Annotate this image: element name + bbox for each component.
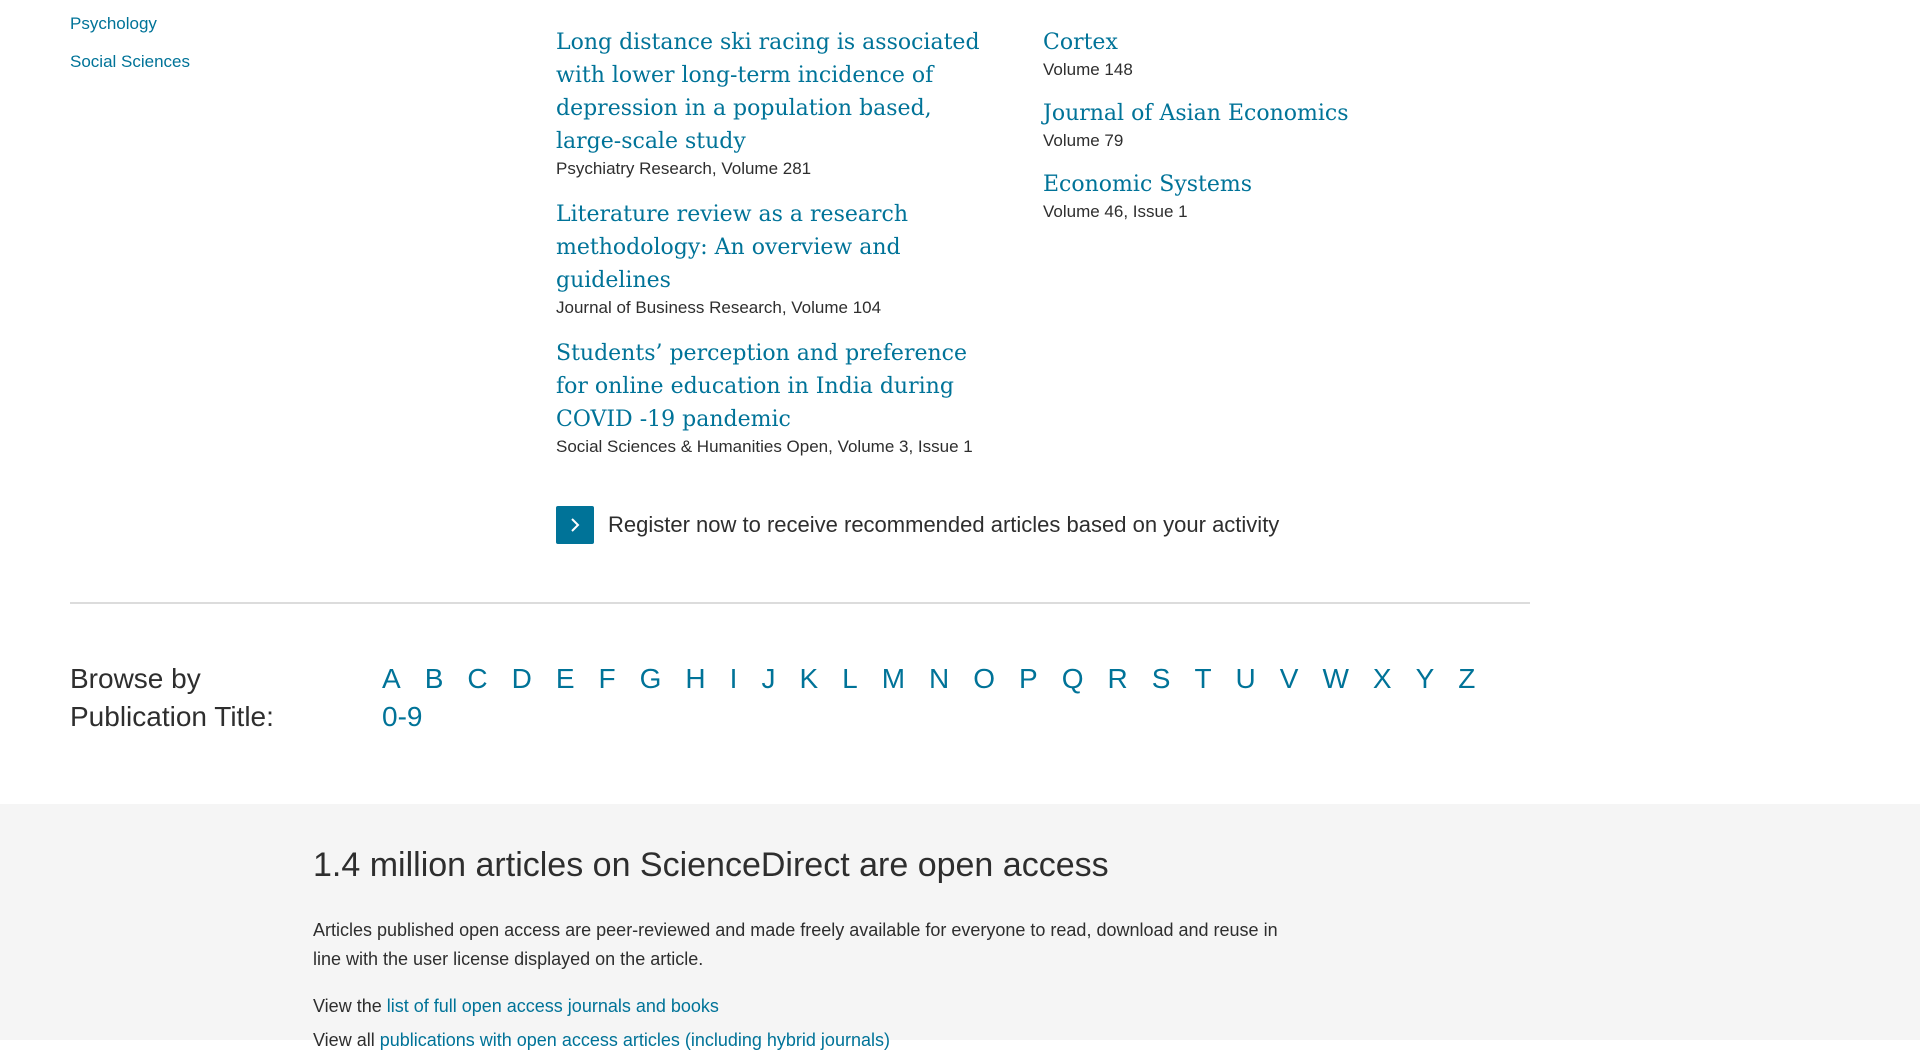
browse-letter-d[interactable]: D	[511, 663, 532, 694]
browse-letter-i[interactable]: I	[729, 663, 738, 694]
browse-letter-j[interactable]: J	[761, 663, 776, 694]
browse-letter-e[interactable]: E	[555, 663, 575, 694]
browse-letter-z[interactable]: Z	[1458, 663, 1476, 694]
journal-item	[1043, 26, 1443, 81]
browse-letter-a[interactable]: A	[382, 663, 401, 694]
register-prompt[interactable]	[556, 506, 1279, 544]
journal-volume: Volume 79	[1043, 131, 1124, 150]
browse-letter-v[interactable]: V	[1279, 663, 1299, 694]
browse-letter-l[interactable]: L	[842, 663, 858, 694]
browse-letter-0-9[interactable]: 0-9	[382, 701, 423, 732]
browse-letter-g[interactable]: G	[639, 663, 662, 694]
browse-letter-c[interactable]: C	[467, 663, 488, 694]
article-source: Psychiatry Research, Volume 281	[556, 159, 812, 178]
article-source: Journal of Business Research, Volume 104	[556, 298, 882, 317]
open-access-journals-link[interactable]: list of full open access journals and books	[386, 996, 719, 1016]
recommended-articles	[556, 26, 996, 476]
browse-letter-q[interactable]: Q	[1061, 663, 1084, 694]
journal-volume: Volume 46, Issue 1	[1043, 202, 1188, 221]
article-item	[556, 26, 996, 180]
browse-letter-o[interactable]: O	[973, 663, 996, 694]
article-title-link[interactable]: Literature review as a research methodology: An overview and guidelines	[556, 202, 908, 293]
article-item	[556, 337, 996, 458]
subject-link-psychology[interactable]: Psychology	[70, 14, 157, 33]
view2-prefix: View all	[313, 1030, 380, 1050]
open-access-view-line-2	[313, 1026, 890, 1055]
open-access-description: Articles published open access are peer-reviewed and made freely available for everyone to read, download and reuse in line with the user license displayed on the article.	[313, 920, 1278, 969]
browse-letter-r[interactable]: R	[1107, 663, 1128, 694]
article-item	[556, 198, 996, 319]
journal-item	[1043, 168, 1443, 223]
open-access-heading: 1.4 million articles on ScienceDirect are open access	[313, 846, 1109, 884]
open-access-publications-link[interactable]: publications with open access articles (including hybrid journals)	[379, 1030, 890, 1050]
browse-letter-h[interactable]: H	[685, 663, 706, 694]
subject-link-social-sciences[interactable]: Social Sciences	[70, 52, 191, 71]
article-title-link[interactable]: Long distance ski racing is associated with lower long-term incidence of depression in a population based, large-scale study	[556, 30, 980, 154]
open-access-section	[0, 804, 1920, 1050]
journal-title-link[interactable]: Cortex	[1043, 30, 1118, 55]
browse-letter-w[interactable]: W	[1322, 663, 1349, 694]
browse-letter-u[interactable]: U	[1235, 663, 1256, 694]
open-access-view-line	[313, 992, 719, 1021]
browse-letter-m[interactable]: M	[881, 663, 906, 694]
browse-letter-n[interactable]: N	[929, 663, 950, 694]
journal-title-link[interactable]: Economic Systems	[1043, 172, 1253, 197]
browse-letter-b[interactable]: B	[424, 663, 444, 694]
article-source: Social Sciences & Humanities Open, Volume 3, Issue 1	[556, 437, 973, 456]
section-divider	[70, 602, 1530, 604]
register-link[interactable]: Register now to receive recommended articles based on your activity	[608, 512, 1280, 537]
browse-letter-p[interactable]: P	[1019, 663, 1038, 694]
browse-letter-t[interactable]: T	[1194, 663, 1212, 694]
journal-item	[1043, 97, 1443, 152]
browse-letter-k[interactable]: K	[799, 663, 819, 694]
journal-title-link[interactable]: Journal of Asian Economics	[1043, 101, 1349, 126]
article-title-link[interactable]: Students’ perception and preference for online education in India during COVID -19 pandemic	[556, 341, 967, 432]
browse-letter-s[interactable]: S	[1151, 663, 1171, 694]
browse-letters	[382, 660, 1502, 736]
view-prefix: View the	[313, 996, 387, 1016]
journal-volume: Volume 148	[1043, 60, 1133, 79]
browse-letter-y[interactable]: Y	[1415, 663, 1435, 694]
recommended-journals	[1043, 26, 1443, 239]
browse-letter-x[interactable]: X	[1372, 663, 1392, 694]
browse-label: Browse by Publication Title:	[70, 663, 274, 732]
chevron-right-icon[interactable]	[556, 506, 594, 544]
browse-letter-f[interactable]: F	[598, 663, 616, 694]
